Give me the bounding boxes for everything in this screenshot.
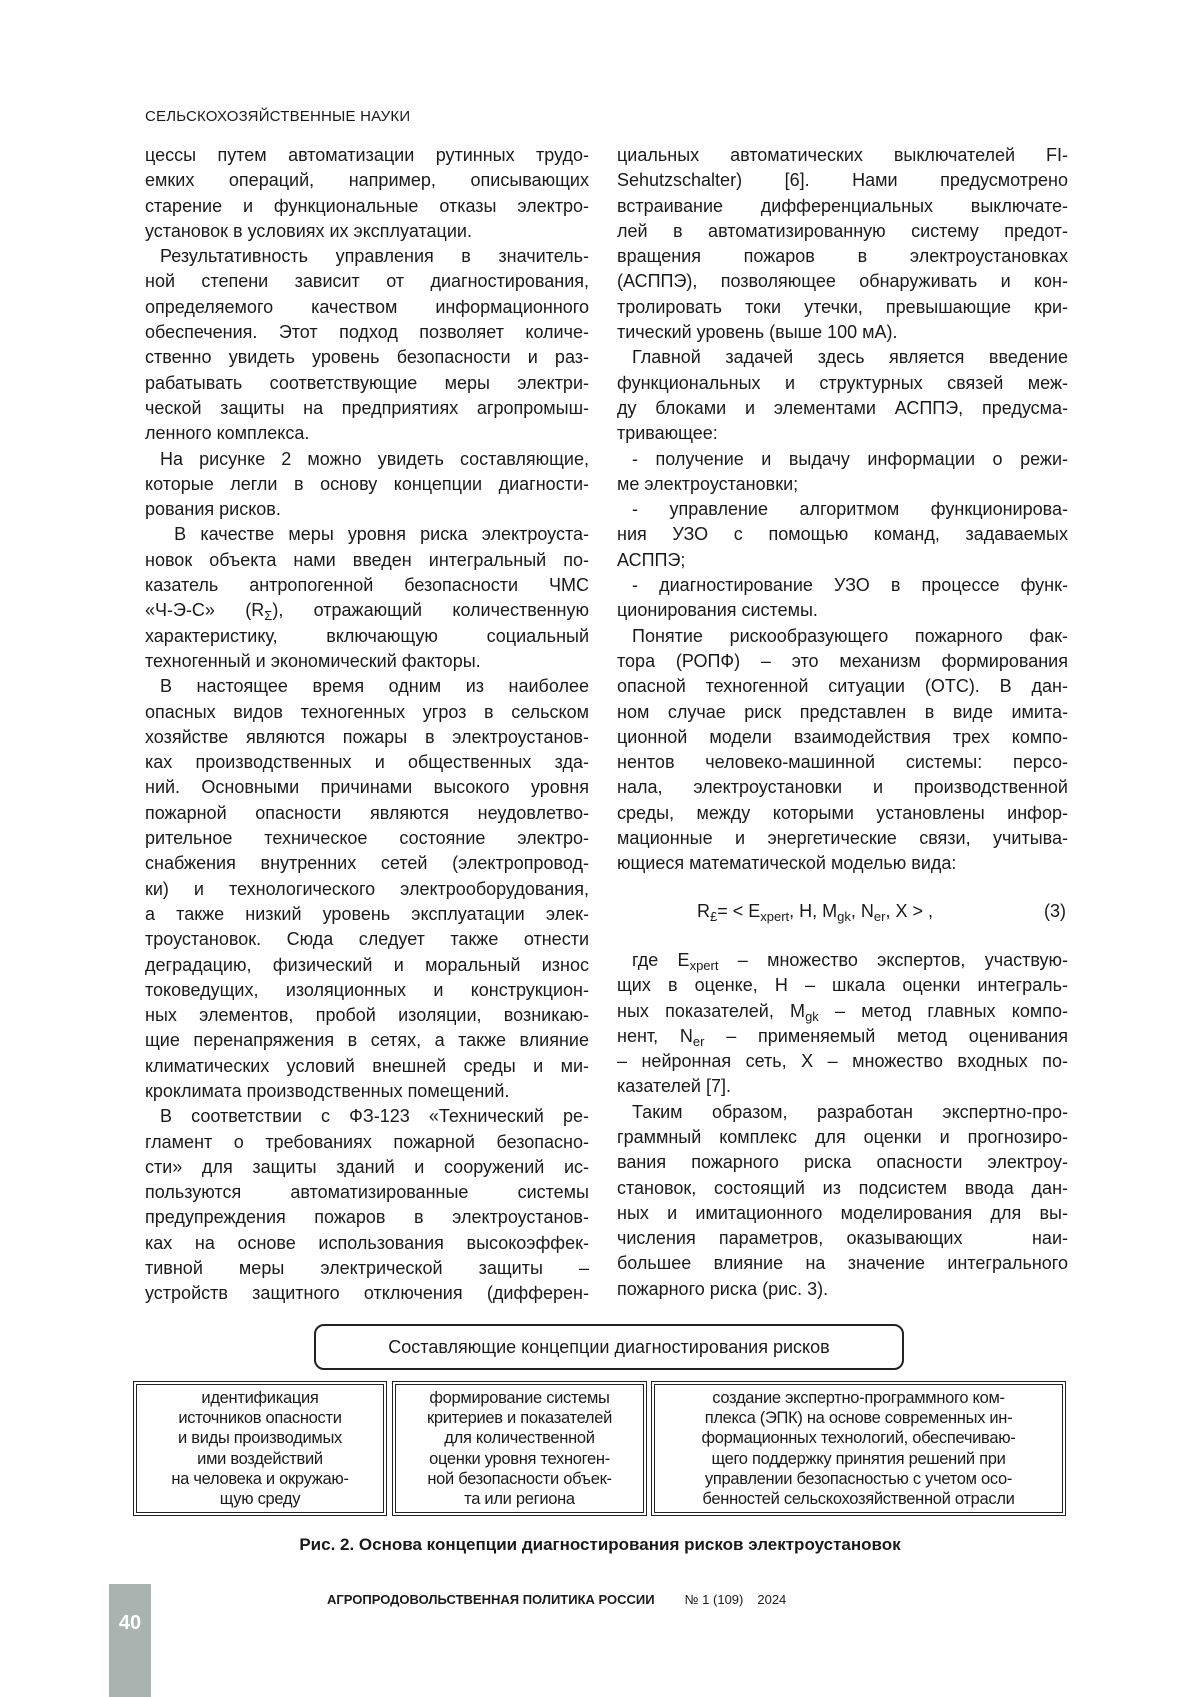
text-line: среды, между которыми установлены инфор- — [617, 801, 1068, 826]
text-run: , N — [851, 901, 874, 921]
text-line: сти» для защиты зданий и сооружений ис- — [145, 1155, 589, 1180]
text-line — [145, 598, 589, 623]
text-run: «Ч-Э-С» (R — [145, 600, 264, 620]
figure-box-epk — [651, 1381, 1066, 1516]
figure-box-line: формационных технологий, обеспечиваю- — [655, 1428, 1062, 1448]
paragraph — [145, 674, 589, 1104]
text-line: мационные и энергетические связи, учитыва- — [617, 826, 1068, 851]
text-line: старение и функциональные отказы электро- — [145, 194, 589, 219]
figure-box-line: бенностей сельскохозяйственной отрасли — [655, 1489, 1062, 1509]
journal-title: АГРОПРОДОВОЛЬСТВЕННАЯ ПОЛИТИКА РОССИИ — [327, 1592, 655, 1607]
text-line: нентов человеко-машинной системы: персо- — [617, 750, 1068, 775]
text-run: нент, N — [617, 1026, 693, 1046]
paragraph — [617, 624, 1068, 877]
text-line: токоведущих, изоляционных и конструкцион- — [145, 978, 589, 1003]
text-line: характеристику, включающую социальный — [145, 624, 589, 649]
figure-box-line: идентификация — [137, 1388, 383, 1408]
text-line: щие перенапряжения в сетях, а также влияние — [145, 1028, 589, 1053]
text-line: ме электроустановки; — [617, 472, 1068, 497]
paragraph — [617, 497, 1068, 573]
text-line: техногенный и экономический факторы. — [145, 649, 589, 674]
text-line: рительное техническое состояние электро- — [145, 826, 589, 851]
paragraph — [145, 143, 589, 244]
text-line: рабатывать соответствующие меры электри- — [145, 371, 589, 396]
paragraph — [145, 244, 589, 446]
text-line: кроклимата производственных помещений. — [145, 1079, 589, 1104]
text-line: – нейронная сеть, X – множество входных по- — [617, 1049, 1068, 1074]
subscript: gk — [805, 1009, 819, 1024]
figure-box-line: на человека и окружаю- — [137, 1469, 383, 1489]
text-line: щих в оценке, H – шкала оценки интеграль- — [617, 973, 1068, 998]
text-line: ционной модели взаимодействия трех компо- — [617, 725, 1068, 750]
text-line: опасной техногенной ситуации (ОТС). В дан- — [617, 674, 1068, 699]
text-line: становок, состоящий из подсистем ввода дан- — [617, 1176, 1068, 1201]
text-line: вращения пожаров в электроустановках — [617, 244, 1068, 269]
figure-box-line: щую среду — [137, 1489, 383, 1509]
text-line: цессы путем автоматизации рутинных трудо- — [145, 143, 589, 168]
figure-box-line: и виды производимых — [137, 1428, 383, 1448]
figure-box-line: плекса (ЭПК) на основе современных ин- — [655, 1408, 1062, 1428]
paragraph — [617, 948, 1068, 1100]
footer — [327, 1592, 786, 1607]
text-line: (АСППЭ), позволяющее обнаруживать и кон- — [617, 269, 1068, 294]
figure-box-line: ими воздействий — [137, 1449, 383, 1469]
text-line: - диагностирование УЗО в процессе функ- — [617, 573, 1068, 598]
text-line: тивной меры электрической защиты – — [145, 1256, 589, 1281]
text-line: АСППЭ; — [617, 548, 1068, 573]
text-line: вания пожарного риска опасности электроу- — [617, 1150, 1068, 1175]
text-line: хозяйстве являются пожары в электроустанов- — [145, 725, 589, 750]
text-line: ющиеся математической моделью вида: — [617, 851, 1068, 876]
paragraph — [145, 447, 589, 523]
text-line: функциональных и структурных связей меж- — [617, 371, 1068, 396]
text-line: ках на основе использования высокоэффек- — [145, 1231, 589, 1256]
figure-box-line: та или региона — [396, 1489, 643, 1509]
figure-box-criteria — [392, 1381, 647, 1516]
text-line: циальных автоматических выключателей FI- — [617, 143, 1068, 168]
figure-box-identification — [133, 1381, 387, 1516]
text-line: ленного комплекса. — [145, 421, 589, 446]
text-run: , H, M — [789, 901, 837, 921]
text-line: ки) и технологического электрооборудования, — [145, 877, 589, 902]
text-line: рования рисков. — [145, 497, 589, 522]
page-number: 40 — [109, 1612, 151, 1635]
text-line: Понятие рискообразующего пожарного фак- — [617, 624, 1068, 649]
page-number-bar — [109, 1584, 151, 1697]
text-line: числения параметров, оказывающих наи- — [617, 1226, 1068, 1251]
figure-box-line: ной безопасности объек- — [396, 1469, 643, 1489]
text-line: тический уровень (выше 100 мА). — [617, 320, 1068, 345]
paragraph — [617, 573, 1068, 624]
text-line: емких операций, например, описывающих — [145, 168, 589, 193]
text-line: лей в автоматизированную систему предот- — [617, 219, 1068, 244]
figure-box-line: создание экспертно-программного ком- — [655, 1388, 1062, 1408]
text-run: – применяемый метод оценивания — [704, 1026, 1068, 1046]
subscript: gk — [837, 909, 851, 924]
text-line: большее влияние на значение интегрального — [617, 1251, 1068, 1276]
text-run: , X > , — [885, 901, 933, 921]
text-line: ния УЗО с помощью команд, задаваемых — [617, 522, 1068, 547]
subscript: Σ — [264, 608, 272, 623]
subscript: £ — [710, 909, 717, 924]
issue-number: № 1 (109) — [685, 1592, 744, 1607]
text-line: казателей [7]. — [617, 1074, 1068, 1099]
text-line: ках производственных и общественных зда- — [145, 750, 589, 775]
text-line: Результативность управления в значитель- — [145, 244, 589, 269]
figure-box-line: формирование системы — [396, 1388, 643, 1408]
formula-3 — [617, 899, 1068, 924]
text-line: - управление алгоритмом функционирова- — [617, 497, 1068, 522]
subscript: xpert — [690, 958, 719, 973]
figure-box-line: управлении безопасностью с учетом осо- — [655, 1469, 1062, 1489]
text-line: предупреждения пожаров в электроустанов- — [145, 1205, 589, 1230]
text-line: которые легли в основу концепции диагности- — [145, 472, 589, 497]
text-line: троустановок. Сюда следует также отнести — [145, 927, 589, 952]
figure-box-line: критериев и показателей — [396, 1408, 643, 1428]
text-line: ду блоками и элементами АСППЭ, предусма- — [617, 396, 1068, 421]
text-line: новок объекта нами введен интегральный по- — [145, 548, 589, 573]
text-line: На рисунке 2 можно увидеть составляющие, — [145, 447, 589, 472]
text-line: а также низкий уровень эксплуатации элек- — [145, 902, 589, 927]
figure-box-line: для количественной — [396, 1428, 643, 1448]
paragraph — [145, 522, 589, 674]
issue-year: 2024 — [757, 1592, 786, 1607]
text-line: ной степени зависит от диагностирования, — [145, 269, 589, 294]
figure-box-line: щего поддержку принятия решений при — [655, 1449, 1062, 1469]
text-line: пожарного риска (рис. 3). — [617, 1277, 1068, 1302]
text-line — [617, 1024, 1068, 1049]
left-column — [145, 143, 589, 1307]
text-line: В настоящее время одним из наиболее — [145, 674, 589, 699]
text-run: ных показателей, M — [617, 1001, 805, 1021]
figure-caption: Рис. 2. Основа концепции диагностирования рисков электроустановок — [0, 1535, 1200, 1555]
text-run: ), отражающий количественную — [272, 600, 589, 620]
text-line: В соответствии с ФЗ-123 «Технический ре- — [145, 1104, 589, 1129]
text-line: обеспечения. Этот подход позволяет количе- — [145, 320, 589, 345]
text-line: нала, электроустановки и производственной — [617, 775, 1068, 800]
text-line: ционирования системы. — [617, 598, 1068, 623]
text-line: ческой защиты на предприятиях агропромыш- — [145, 396, 589, 421]
text-line: тривающее: — [617, 421, 1068, 446]
paragraph — [617, 447, 1068, 498]
text-line: ственно увидеть уровень безопасности и раз- — [145, 345, 589, 370]
subscript: er — [874, 909, 886, 924]
figure-title-box: Составляющие концепции диагностирования рисков — [314, 1324, 904, 1370]
text-line: снабжения внутренних сетей (электропровод- — [145, 851, 589, 876]
paragraph — [617, 143, 1068, 345]
text-line: ных и имитационного моделирования для вы- — [617, 1201, 1068, 1226]
text-line — [617, 948, 1068, 973]
text-line: пожарной опасности являются неудовлетво- — [145, 801, 589, 826]
text-run: R — [697, 901, 710, 921]
text-line: ний. Основными причинами высокого уровня — [145, 775, 589, 800]
text-line: пользуются автоматизированные системы — [145, 1180, 589, 1205]
text-line: Таким образом, разработан экспертно-про- — [617, 1100, 1068, 1125]
text-line: опасных видов техногенных угроз в сельском — [145, 700, 589, 725]
text-run: где E — [632, 950, 690, 970]
text-line: гламент о требованиях пожарной безопасно- — [145, 1130, 589, 1155]
text-line: тролировать токи утечки, превышающие кри- — [617, 295, 1068, 320]
figure-box-line: оценки уровня техноген- — [396, 1449, 643, 1469]
text-line: деградацию, физический и моральный износ — [145, 953, 589, 978]
formula-expression — [697, 899, 933, 924]
text-line: определяемого качеством информационного — [145, 295, 589, 320]
paragraph — [145, 1104, 589, 1306]
text-line: ном случае риск представлен в виде имита- — [617, 700, 1068, 725]
text-line: климатических условий внешней среды и ми- — [145, 1054, 589, 1079]
text-line — [617, 999, 1068, 1024]
text-run: – метод главных компо- — [819, 1001, 1068, 1021]
figure-box-line: источников опасности — [137, 1408, 383, 1428]
formula-number: (3) — [1044, 899, 1066, 924]
text-run: – множество экспертов, участвую- — [718, 950, 1068, 970]
paragraph — [617, 345, 1068, 446]
subscript: xpert — [760, 909, 789, 924]
section-header: СЕЛЬСКОХОЗЯЙСТВЕННЫЕ НАУКИ — [145, 108, 410, 125]
right-column — [617, 143, 1068, 1302]
text-line: В качестве меры уровня риска электроуста- — [145, 522, 589, 547]
subscript: er — [693, 1034, 705, 1049]
text-line: ных элементов, пробой изоляции, возникаю- — [145, 1003, 589, 1028]
text-line: тора (РОПФ) – это механизм формирования — [617, 649, 1068, 674]
text-line: Главной задачей здесь является введение — [617, 345, 1068, 370]
text-line: казатель антропогенной безопасности ЧМС — [145, 573, 589, 598]
paragraph — [617, 1100, 1068, 1302]
text-line: встраивание дифференциальных выключате- — [617, 194, 1068, 219]
text-line: граммный комплекс для оценки и прогнозиро- — [617, 1125, 1068, 1150]
text-run: = < E — [717, 901, 760, 921]
text-line: устройств защитного отключения (дифферен- — [145, 1281, 589, 1306]
text-line: Sehutzschalter) [6]. Нами предусмотрено — [617, 168, 1068, 193]
text-line: - получение и выдачу информации о режи- — [617, 447, 1068, 472]
text-line: установок в условиях их эксплуатации. — [145, 219, 589, 244]
